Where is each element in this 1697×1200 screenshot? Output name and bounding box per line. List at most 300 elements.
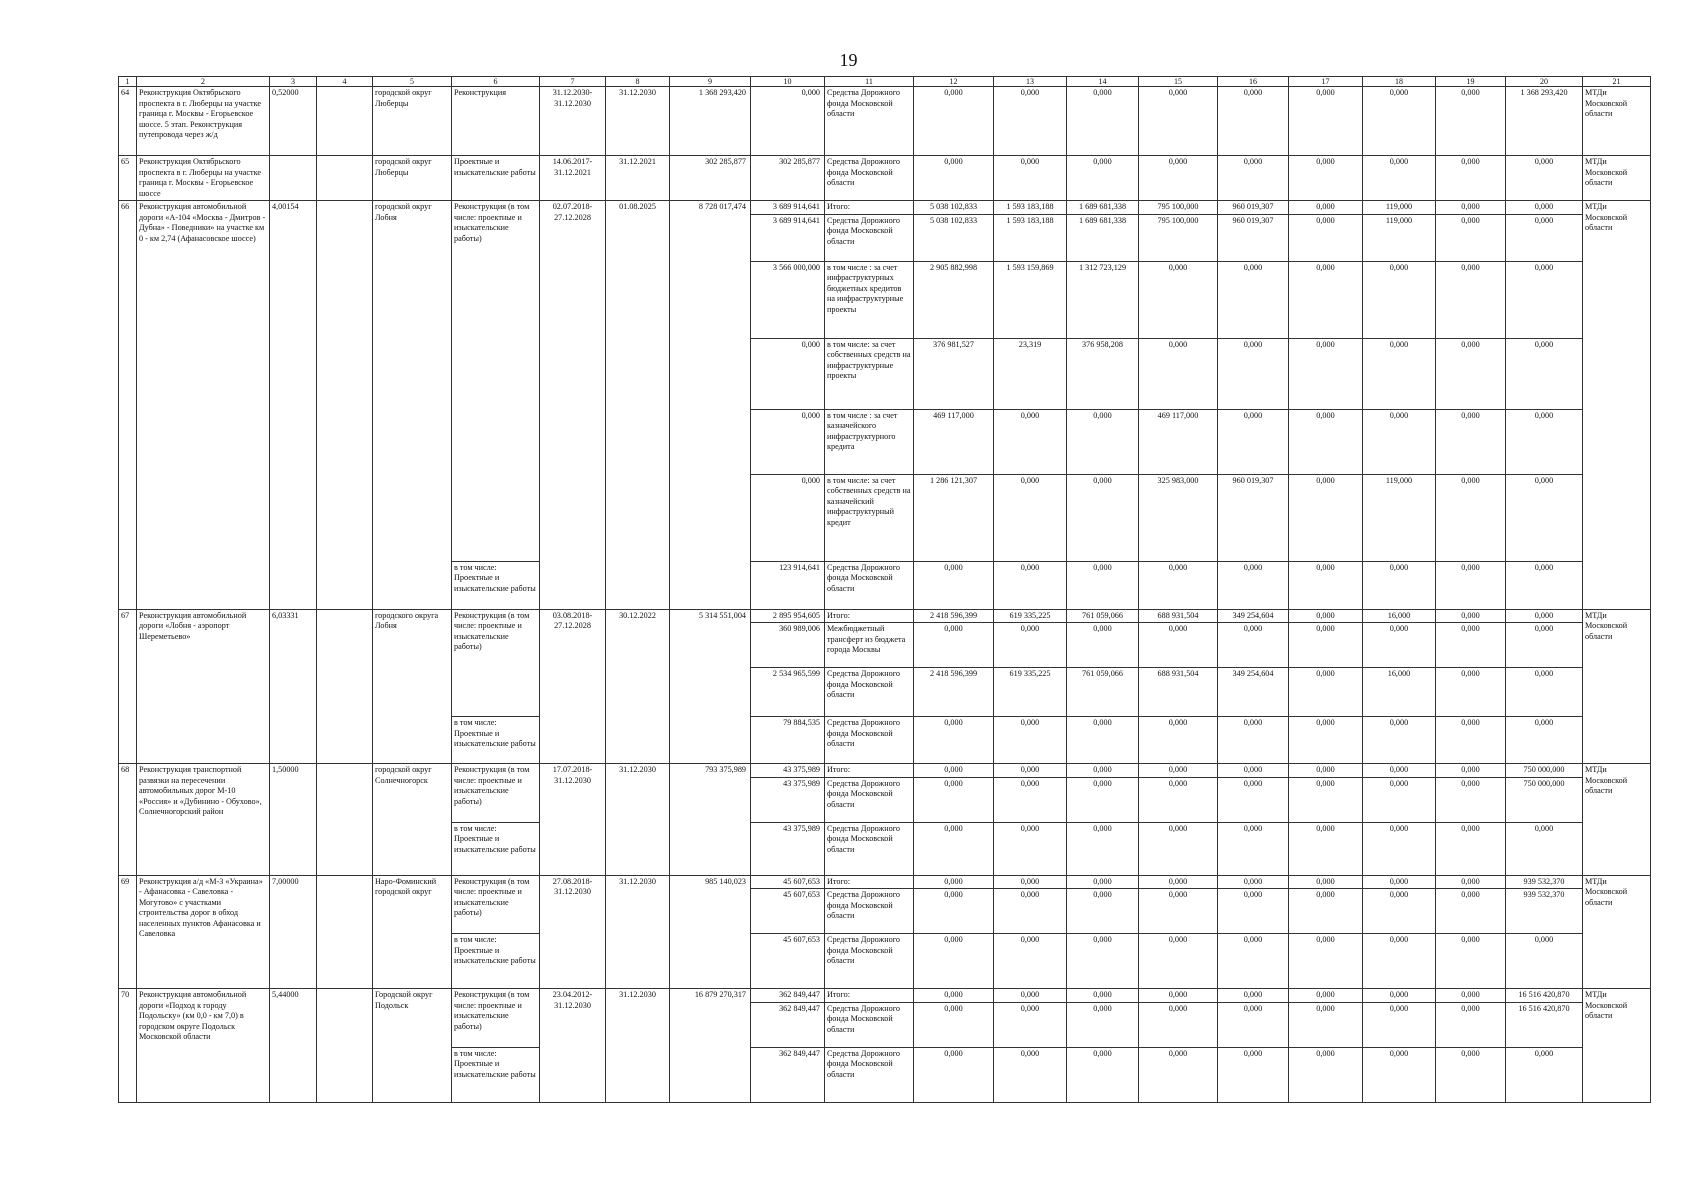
year-value: 0,000 bbox=[1139, 261, 1218, 338]
table-row bbox=[119, 989, 1651, 1003]
column-number: 9 bbox=[670, 77, 751, 87]
year-value: 1 593 183,188 bbox=[994, 214, 1067, 261]
year-value: 0,000 bbox=[1363, 1047, 1436, 1102]
column-number: 5 bbox=[373, 77, 452, 87]
year-value: 0,000 bbox=[1218, 623, 1289, 668]
year-value: 0,000 bbox=[1506, 561, 1583, 609]
object-name: Реконструкция автомобильной дороги «Лобня - аэропорт Шереметьево» bbox=[137, 609, 270, 764]
year-value: 0,000 bbox=[1436, 668, 1506, 717]
year-value: 750 000,000 bbox=[1506, 764, 1583, 778]
year-value: 0,000 bbox=[1289, 989, 1363, 1003]
work-period: 31.12.2030-31.12.2030 bbox=[540, 87, 606, 156]
financed-value: 79 884,535 bbox=[751, 717, 825, 764]
year-value: 0,000 bbox=[1067, 474, 1139, 561]
row-number: 65 bbox=[119, 156, 137, 201]
object-name: Реконструкция а/д «М-3 «Украина» - Афанасовка - Савеловка - Могутово» с участками строительства дорог в обход населенных пунктов Афанасовка и Савеловка bbox=[137, 875, 270, 989]
year-value: 0,000 bbox=[1363, 717, 1436, 764]
year-value: 0,000 bbox=[994, 889, 1067, 934]
year-value: 23,319 bbox=[994, 338, 1067, 409]
column-number: 7 bbox=[540, 77, 606, 87]
year-value: 0,000 bbox=[1506, 934, 1583, 989]
year-value: 0,000 bbox=[1436, 989, 1506, 1003]
work-period: 23.04.2012-31.12.2030 bbox=[540, 989, 606, 1103]
year-value: 0,000 bbox=[1218, 561, 1289, 609]
year-value: 960 019,307 bbox=[1218, 214, 1289, 261]
work-period: 14.06.2017-31.12.2021 bbox=[540, 156, 606, 201]
customer: МТДи Московской области bbox=[1583, 156, 1651, 201]
work-kind-sub: в том числе: Проектные и изыскательские работы bbox=[452, 1047, 540, 1102]
year-value: 0,000 bbox=[994, 1002, 1067, 1047]
col-4-cell bbox=[317, 989, 373, 1103]
length-value: 7,00000 bbox=[270, 875, 317, 989]
column-number: 21 bbox=[1583, 77, 1651, 87]
year-value: 0,000 bbox=[1067, 989, 1139, 1003]
year-value: 0,000 bbox=[1067, 409, 1139, 474]
location: Городской округ Подольск bbox=[373, 989, 452, 1103]
year-value: 0,000 bbox=[1436, 474, 1506, 561]
year-value: 0,000 bbox=[1289, 87, 1363, 156]
completion-date: 31.12.2030 bbox=[606, 764, 670, 876]
financed-value: 43 375,989 bbox=[751, 764, 825, 778]
funding-source: Средства Дорожного фонда Московской области bbox=[825, 561, 914, 609]
year-value: 0,000 bbox=[1363, 822, 1436, 875]
row-number: 67 bbox=[119, 609, 137, 764]
column-number: 17 bbox=[1289, 77, 1363, 87]
column-number: 19 bbox=[1436, 77, 1506, 87]
year-value: 119,000 bbox=[1363, 214, 1436, 261]
completion-date: 01.08.2025 bbox=[606, 201, 670, 610]
location: городской округ Люберцы bbox=[373, 87, 452, 156]
year-value: 0,000 bbox=[994, 717, 1067, 764]
year-value: 0,000 bbox=[1436, 822, 1506, 875]
funding-source: в том числе : за счет казначейского инфраструктурного кредита bbox=[825, 409, 914, 474]
year-value: 0,000 bbox=[914, 989, 994, 1003]
year-value: 0,000 bbox=[1067, 875, 1139, 889]
year-value: 0,000 bbox=[1363, 764, 1436, 778]
year-value: 1 593 183,188 bbox=[994, 201, 1067, 215]
total-cost: 5 314 551,004 bbox=[670, 609, 751, 764]
financed-value: 43 375,989 bbox=[751, 777, 825, 822]
total-cost: 1 368 293,420 bbox=[670, 87, 751, 156]
year-value: 5 038 102,833 bbox=[914, 201, 994, 215]
year-value: 0,000 bbox=[1067, 889, 1139, 934]
year-value: 0,000 bbox=[1436, 261, 1506, 338]
year-value: 0,000 bbox=[1436, 201, 1506, 215]
year-value: 0,000 bbox=[1218, 989, 1289, 1003]
funding-source: Средства Дорожного фонда Московской области bbox=[825, 156, 914, 201]
year-value: 960 019,307 bbox=[1218, 201, 1289, 215]
col-4-cell bbox=[317, 875, 373, 989]
year-value: 0,000 bbox=[1289, 338, 1363, 409]
year-value: 0,000 bbox=[1436, 764, 1506, 778]
financed-value: 2 895 954,605 bbox=[751, 609, 825, 623]
year-value: 0,000 bbox=[1067, 934, 1139, 989]
year-value: 0,000 bbox=[1067, 561, 1139, 609]
year-value: 16,000 bbox=[1363, 609, 1436, 623]
year-value: 0,000 bbox=[1289, 261, 1363, 338]
year-value: 0,000 bbox=[1436, 889, 1506, 934]
year-value: 0,000 bbox=[1363, 409, 1436, 474]
year-value: 349 254,604 bbox=[1218, 609, 1289, 623]
year-value: 0,000 bbox=[1289, 623, 1363, 668]
work-period: 17.07.2018-31.12.2030 bbox=[540, 764, 606, 876]
year-value: 0,000 bbox=[1139, 87, 1218, 156]
year-value: 960 019,307 bbox=[1218, 474, 1289, 561]
total-cost: 302 285,877 bbox=[670, 156, 751, 201]
customer: МТДи Московской области bbox=[1583, 875, 1651, 989]
year-value: 2 418 596,399 bbox=[914, 609, 994, 623]
financed-value: 45 607,653 bbox=[751, 875, 825, 889]
year-value: 1 286 121,307 bbox=[914, 474, 994, 561]
column-number: 2 bbox=[137, 77, 270, 87]
year-value: 2 905 882,998 bbox=[914, 261, 994, 338]
work-kind-sub: в том числе: Проектные и изыскательские работы bbox=[452, 934, 540, 989]
financed-value: 0,000 bbox=[751, 338, 825, 409]
total-cost: 985 140,023 bbox=[670, 875, 751, 989]
year-value: 0,000 bbox=[1289, 561, 1363, 609]
year-value: 0,000 bbox=[914, 87, 994, 156]
funding-source: Средства Дорожного фонда Московской области bbox=[825, 889, 914, 934]
completion-date: 31.12.2030 bbox=[606, 875, 670, 989]
year-value: 0,000 bbox=[1506, 474, 1583, 561]
year-value: 0,000 bbox=[1067, 764, 1139, 778]
year-value: 0,000 bbox=[914, 717, 994, 764]
year-value: 0,000 bbox=[1289, 777, 1363, 822]
year-value: 0,000 bbox=[914, 561, 994, 609]
year-value: 0,000 bbox=[1506, 1047, 1583, 1102]
year-value: 0,000 bbox=[994, 764, 1067, 778]
work-kind-sub: в том числе: Проектные и изыскательские работы bbox=[452, 717, 540, 764]
year-value: 0,000 bbox=[1067, 1002, 1139, 1047]
column-number: 6 bbox=[452, 77, 540, 87]
location: городской округ Лобня bbox=[373, 201, 452, 610]
work-period: 02.07.2018-27.12.2028 bbox=[540, 201, 606, 610]
year-value: 0,000 bbox=[1218, 1047, 1289, 1102]
year-value: 0,000 bbox=[1139, 822, 1218, 875]
year-value: 0,000 bbox=[1218, 338, 1289, 409]
year-value: 0,000 bbox=[1506, 261, 1583, 338]
year-value: 0,000 bbox=[1067, 822, 1139, 875]
total-cost: 793 375,989 bbox=[670, 764, 751, 876]
year-value: 0,000 bbox=[1363, 87, 1436, 156]
year-value: 16 516 420,870 bbox=[1506, 989, 1583, 1003]
year-value: 469 117,000 bbox=[1139, 409, 1218, 474]
location: городского округа Лобня bbox=[373, 609, 452, 764]
row-number: 64 bbox=[119, 87, 137, 156]
table-row bbox=[119, 609, 1651, 623]
financed-value: 45 607,653 bbox=[751, 889, 825, 934]
customer: МТДи Московской области bbox=[1583, 87, 1651, 156]
year-value: 0,000 bbox=[1139, 561, 1218, 609]
length-value: 0,52000 bbox=[270, 87, 317, 156]
year-value: 619 335,225 bbox=[994, 668, 1067, 717]
funding-source: Средства Дорожного фонда Московской области bbox=[825, 87, 914, 156]
year-value: 0,000 bbox=[1436, 156, 1506, 201]
year-value: 0,000 bbox=[1067, 777, 1139, 822]
work-period: 27.08.2018-31.12.2030 bbox=[540, 875, 606, 989]
year-value: 0,000 bbox=[914, 822, 994, 875]
year-value: 0,000 bbox=[914, 623, 994, 668]
year-value: 0,000 bbox=[1067, 623, 1139, 668]
year-value: 0,000 bbox=[994, 409, 1067, 474]
column-number: 11 bbox=[825, 77, 914, 87]
year-value: 0,000 bbox=[1289, 409, 1363, 474]
completion-date: 30.12.2022 bbox=[606, 609, 670, 764]
object-name: Реконструкция автомобильной дороги «А-104 «Москва - Дмитров - Дубна» - Поведники» на участке км 0 - км 2,74 (Афанасовское шоссе) bbox=[137, 201, 270, 610]
funding-source: Средства Дорожного фонда Московской области bbox=[825, 934, 914, 989]
column-number: 8 bbox=[606, 77, 670, 87]
year-value: 0,000 bbox=[1289, 609, 1363, 623]
year-value: 469 117,000 bbox=[914, 409, 994, 474]
year-value: 0,000 bbox=[1363, 875, 1436, 889]
total-cost: 8 728 017,474 bbox=[670, 201, 751, 610]
year-value: 0,000 bbox=[1436, 717, 1506, 764]
year-value: 0,000 bbox=[1506, 717, 1583, 764]
year-value: 761 059,066 bbox=[1067, 609, 1139, 623]
year-value: 0,000 bbox=[994, 1047, 1067, 1102]
table-row bbox=[119, 201, 1651, 215]
year-value: 0,000 bbox=[994, 777, 1067, 822]
financed-value: 362 849,447 bbox=[751, 1002, 825, 1047]
financed-value: 302 285,877 bbox=[751, 156, 825, 201]
financed-value: 3 566 000,000 bbox=[751, 261, 825, 338]
year-value: 0,000 bbox=[1289, 1047, 1363, 1102]
year-value: 0,000 bbox=[1363, 989, 1436, 1003]
financed-value: 123 914,641 bbox=[751, 561, 825, 609]
year-value: 0,000 bbox=[1363, 889, 1436, 934]
year-value: 0,000 bbox=[1289, 214, 1363, 261]
customer: МТДи Московской области bbox=[1583, 989, 1651, 1103]
funding-source: в том числе : за счет инфраструктурных бюджетных кредитов на инфраструктурные проекты bbox=[825, 261, 914, 338]
col-4-cell bbox=[317, 156, 373, 201]
year-value: 0,000 bbox=[1139, 1002, 1218, 1047]
year-value: 795 100,000 bbox=[1139, 201, 1218, 215]
financed-value: 362 849,447 bbox=[751, 1047, 825, 1102]
year-value: 0,000 bbox=[914, 1002, 994, 1047]
location: городской округ Солнечногорск bbox=[373, 764, 452, 876]
year-value: 0,000 bbox=[914, 156, 994, 201]
customer: МТДи Московской области bbox=[1583, 609, 1651, 764]
year-value: 16,000 bbox=[1363, 668, 1436, 717]
year-value: 376 981,527 bbox=[914, 338, 994, 409]
column-number: 10 bbox=[751, 77, 825, 87]
year-value: 0,000 bbox=[1218, 822, 1289, 875]
year-value: 0,000 bbox=[1139, 156, 1218, 201]
year-value: 349 254,604 bbox=[1218, 668, 1289, 717]
total-cost: 16 879 270,317 bbox=[670, 989, 751, 1103]
year-value: 795 100,000 bbox=[1139, 214, 1218, 261]
year-value: 0,000 bbox=[994, 87, 1067, 156]
year-value: 0,000 bbox=[914, 889, 994, 934]
year-value: 0,000 bbox=[1139, 889, 1218, 934]
year-value: 0,000 bbox=[1436, 561, 1506, 609]
year-value: 0,000 bbox=[1218, 764, 1289, 778]
financed-value: 43 375,989 bbox=[751, 822, 825, 875]
year-value: 0,000 bbox=[1218, 889, 1289, 934]
year-value: 376 958,208 bbox=[1067, 338, 1139, 409]
funding-source: в том числе: за счет собственных средств на казначейский инфраструктурный кредит bbox=[825, 474, 914, 561]
column-number: 3 bbox=[270, 77, 317, 87]
funding-source: Межбюджетный трансферт из бюджета города Москвы bbox=[825, 623, 914, 668]
length-value bbox=[270, 156, 317, 201]
year-value: 0,000 bbox=[1436, 777, 1506, 822]
year-value: 619 335,225 bbox=[994, 609, 1067, 623]
funding-source: Средства Дорожного фонда Московской области bbox=[825, 668, 914, 717]
funding-source: Итого: bbox=[825, 609, 914, 623]
completion-date: 31.12.2030 bbox=[606, 87, 670, 156]
year-value: 0,000 bbox=[1363, 1002, 1436, 1047]
year-value: 0,000 bbox=[1139, 764, 1218, 778]
funding-source: Итого: bbox=[825, 875, 914, 889]
column-number: 14 bbox=[1067, 77, 1139, 87]
year-value: 0,000 bbox=[1289, 668, 1363, 717]
year-value: 0,000 bbox=[1506, 338, 1583, 409]
year-value: 0,000 bbox=[1139, 717, 1218, 764]
year-value: 0,000 bbox=[1363, 934, 1436, 989]
year-value: 0,000 bbox=[1218, 1002, 1289, 1047]
year-value: 0,000 bbox=[1436, 214, 1506, 261]
year-value: 0,000 bbox=[1289, 156, 1363, 201]
financed-value: 45 607,653 bbox=[751, 934, 825, 989]
year-value: 1 368 293,420 bbox=[1506, 87, 1583, 156]
year-value: 0,000 bbox=[1067, 156, 1139, 201]
year-value: 0,000 bbox=[1218, 87, 1289, 156]
table-row bbox=[119, 875, 1651, 889]
year-value: 0,000 bbox=[1218, 409, 1289, 474]
year-value: 0,000 bbox=[1139, 777, 1218, 822]
column-number: 20 bbox=[1506, 77, 1583, 87]
work-kind-sub: в том числе: Проектные и изыскательские работы bbox=[452, 822, 540, 875]
year-value: 0,000 bbox=[1506, 609, 1583, 623]
year-value: 0,000 bbox=[1289, 822, 1363, 875]
completion-date: 31.12.2030 bbox=[606, 989, 670, 1103]
year-value: 0,000 bbox=[914, 934, 994, 989]
year-value: 0,000 bbox=[1506, 822, 1583, 875]
customer: МТДи Московской области bbox=[1583, 201, 1651, 610]
year-value: 0,000 bbox=[1067, 87, 1139, 156]
work-period: 03.08.2018-27.12.2028 bbox=[540, 609, 606, 764]
year-value: 761 059,066 bbox=[1067, 668, 1139, 717]
table-row bbox=[119, 156, 1651, 201]
col-4-cell bbox=[317, 87, 373, 156]
column-number: 13 bbox=[994, 77, 1067, 87]
work-kind: Реконструкция (в том числе: проектные и изыскательские работы) bbox=[452, 875, 540, 934]
year-value: 0,000 bbox=[1218, 156, 1289, 201]
year-value: 0,000 bbox=[1506, 409, 1583, 474]
funding-source: Средства Дорожного фонда Московской области bbox=[825, 822, 914, 875]
funding-source: в том числе: за счет собственных средств на инфраструктурные проекты bbox=[825, 338, 914, 409]
funding-source: Средства Дорожного фонда Московской области bbox=[825, 717, 914, 764]
year-value: 0,000 bbox=[1363, 338, 1436, 409]
year-value: 0,000 bbox=[1436, 87, 1506, 156]
year-value: 939 532,370 bbox=[1506, 889, 1583, 934]
year-value: 1 689 681,338 bbox=[1067, 214, 1139, 261]
object-name: Реконструкция транспортной развязки на пересечении автомобильных дорог М-10 «Россия» и «Дубинино - Обухово», Солнечногорский район bbox=[137, 764, 270, 876]
year-value: 0,000 bbox=[1436, 609, 1506, 623]
year-value: 0,000 bbox=[1289, 1002, 1363, 1047]
work-kind-sub: в том числе: Проектные и изыскательские работы bbox=[452, 561, 540, 609]
year-value: 0,000 bbox=[994, 989, 1067, 1003]
year-value: 0,000 bbox=[1506, 214, 1583, 261]
financed-value: 0,000 bbox=[751, 87, 825, 156]
financed-value: 0,000 bbox=[751, 409, 825, 474]
year-value: 0,000 bbox=[1218, 261, 1289, 338]
year-value: 0,000 bbox=[1139, 623, 1218, 668]
year-value: 0,000 bbox=[1289, 474, 1363, 561]
year-value: 5 038 102,833 bbox=[914, 214, 994, 261]
year-value: 1 312 723,129 bbox=[1067, 261, 1139, 338]
column-number: 18 bbox=[1363, 77, 1436, 87]
year-value: 0,000 bbox=[1506, 201, 1583, 215]
funding-source: Средства Дорожного фонда Московской области bbox=[825, 1002, 914, 1047]
year-value: 0,000 bbox=[1363, 561, 1436, 609]
year-value: 0,000 bbox=[1289, 875, 1363, 889]
year-value: 0,000 bbox=[1289, 201, 1363, 215]
year-value: 0,000 bbox=[1139, 338, 1218, 409]
work-kind: Реконструкция (в том числе: проектные и изыскательские работы) bbox=[452, 764, 540, 823]
year-value: 1 689 681,338 bbox=[1067, 201, 1139, 215]
year-value: 325 983,000 bbox=[1139, 474, 1218, 561]
column-number: 16 bbox=[1218, 77, 1289, 87]
year-value: 0,000 bbox=[1436, 1002, 1506, 1047]
column-number: 1 bbox=[119, 77, 137, 87]
page-number: 19 bbox=[839, 50, 858, 70]
col-4-cell bbox=[317, 764, 373, 876]
year-value: 0,000 bbox=[1139, 1047, 1218, 1102]
funding-source: Итого: bbox=[825, 989, 914, 1003]
length-value: 5,44000 bbox=[270, 989, 317, 1103]
object-name: Реконструкция автомобильной дороги «Подход к городу Подольску» (км 0,0 - км 7,0) в городском округе Подольск Московской области bbox=[137, 989, 270, 1103]
year-value: 0,000 bbox=[1436, 409, 1506, 474]
funding-source: Средства Дорожного фонда Московской области bbox=[825, 1047, 914, 1102]
column-number: 12 bbox=[914, 77, 994, 87]
work-kind: Реконструкция (в том числе: проектные и изыскательские работы) bbox=[452, 201, 540, 562]
work-kind: Проектные и изыскательские работы bbox=[452, 156, 540, 201]
column-number: 15 bbox=[1139, 77, 1218, 87]
year-value: 939 532,370 bbox=[1506, 875, 1583, 889]
year-value: 0,000 bbox=[1436, 623, 1506, 668]
col-4-cell bbox=[317, 201, 373, 610]
year-value: 0,000 bbox=[1363, 261, 1436, 338]
year-value: 0,000 bbox=[1218, 875, 1289, 889]
year-value: 0,000 bbox=[1436, 934, 1506, 989]
year-value: 0,000 bbox=[1139, 875, 1218, 889]
year-value: 0,000 bbox=[1436, 338, 1506, 409]
financed-value: 3 689 914,641 bbox=[751, 201, 825, 215]
table-row bbox=[119, 87, 1651, 156]
year-value: 688 931,504 bbox=[1139, 668, 1218, 717]
year-value: 0,000 bbox=[1218, 777, 1289, 822]
year-value: 119,000 bbox=[1363, 474, 1436, 561]
funding-source: Итого: bbox=[825, 201, 914, 215]
year-value: 0,000 bbox=[1218, 934, 1289, 989]
year-value: 119,000 bbox=[1363, 201, 1436, 215]
year-value: 0,000 bbox=[1067, 717, 1139, 764]
row-number: 70 bbox=[119, 989, 137, 1103]
work-kind: Реконструкция (в том числе: проектные и изыскательские работы) bbox=[452, 609, 540, 717]
financed-value: 0,000 bbox=[751, 474, 825, 561]
year-value: 0,000 bbox=[994, 474, 1067, 561]
year-value: 0,000 bbox=[914, 764, 994, 778]
year-value: 0,000 bbox=[1289, 889, 1363, 934]
year-value: 750 000,000 bbox=[1506, 777, 1583, 822]
funding-source: Средства Дорожного фонда Московской области bbox=[825, 214, 914, 261]
year-value: 0,000 bbox=[1289, 764, 1363, 778]
row-number: 69 bbox=[119, 875, 137, 989]
length-value: 4,00154 bbox=[270, 201, 317, 610]
work-kind: Реконструкция bbox=[452, 87, 540, 156]
funding-source: Средства Дорожного фонда Московской области bbox=[825, 777, 914, 822]
